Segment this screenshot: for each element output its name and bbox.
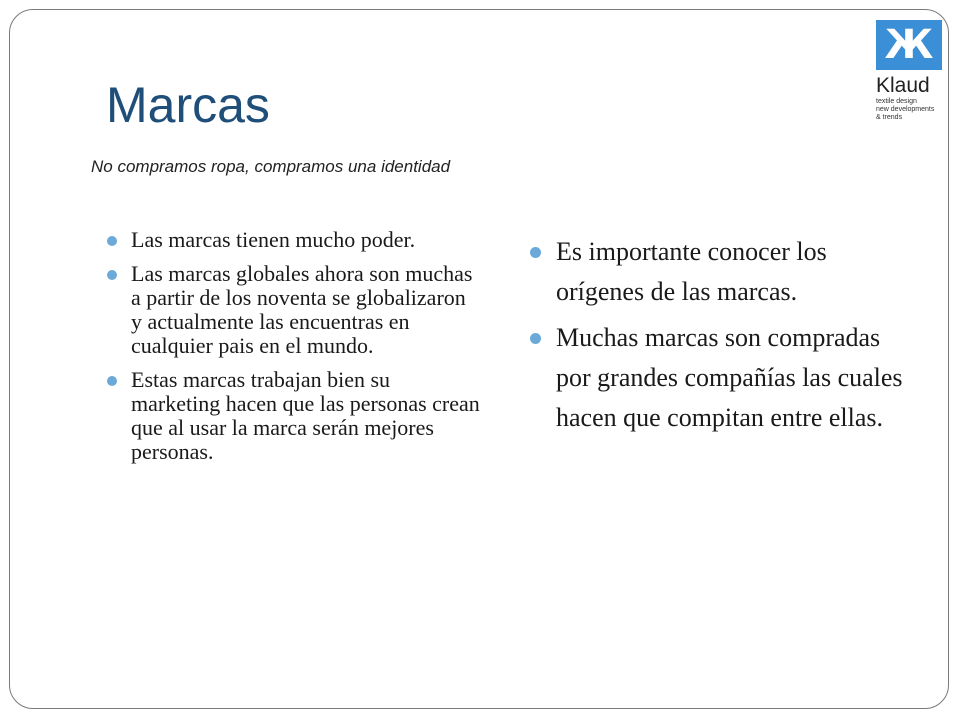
right-bullet-list bbox=[530, 232, 910, 444]
left-bullet-list bbox=[107, 228, 482, 474]
bullet-icon bbox=[530, 247, 541, 258]
bullet-icon bbox=[530, 333, 541, 344]
bullet-item bbox=[530, 232, 910, 312]
bullet-item bbox=[107, 262, 482, 358]
bullet-icon bbox=[107, 376, 117, 386]
bullet-icon bbox=[107, 270, 117, 280]
bullet-text: Estas marcas trabajan bien su marketing hacen que las personas crean que al usar la marca serán mejores personas. bbox=[131, 367, 480, 464]
bullet-text: Las marcas globales ahora son muchas a partir de los noventa se globalizaron y actualmente las encuentras en cualquier pais en el mundo. bbox=[131, 261, 473, 358]
bullet-text: Es importante conocer los orígenes de las marcas. bbox=[556, 237, 827, 306]
logo-name: Klaud bbox=[876, 74, 930, 97]
slide-subtitle: No compramos ropa, compramos una identidad bbox=[91, 157, 451, 176]
bullet-text: Muchas marcas son compradas por grandes compañías las cuales hacen que compitan entre ellas. bbox=[556, 323, 903, 432]
logo-tagline-line: textile design bbox=[876, 98, 917, 105]
bullet-item bbox=[530, 318, 910, 438]
bullet-text: Las marcas tienen mucho poder. bbox=[131, 227, 416, 252]
bullet-item bbox=[107, 228, 482, 252]
bullet-item bbox=[107, 368, 482, 464]
logo-tagline-line: & trends bbox=[876, 114, 903, 121]
logo-mark-icon: Ж bbox=[876, 20, 942, 70]
logo-tagline-line: new developments bbox=[876, 106, 935, 113]
bullet-icon bbox=[107, 236, 117, 246]
klaud-logo bbox=[876, 20, 942, 122]
slide-title: Marcas bbox=[106, 77, 270, 133]
